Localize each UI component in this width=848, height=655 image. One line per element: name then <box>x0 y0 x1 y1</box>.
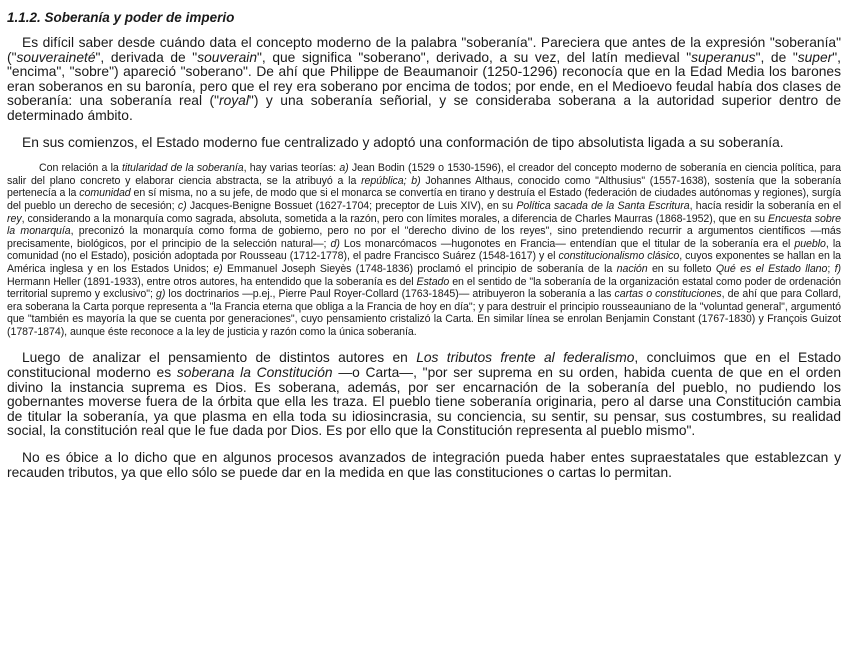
text-run: No es óbice a lo dicho que en algunos procesos avanzados de integración pueda haber entes supraestatales que establezcan y recauden tributos, ya que ello sólo se puede dar en la medida en que las constituciones o cartas lo permitan. <box>7 450 841 480</box>
italic-text: b) <box>411 174 421 187</box>
text-run: Johannes Althaus, conocido como "Althusius" (1557-1638), sostenía que la soberanía pertenecía a la <box>7 174 841 200</box>
text-run: Jean Bodin (1529 o 1530-1596), el creador del concepto moderno de soberanía en ciencia política, para salir del plano concreto y elaborar ciencia abstracta, se la atribuyó a la <box>7 162 842 187</box>
text-run: los doctrinarios —p.ej., Pierre Paul Royer-Collard (1763-1845)— atribuyeron la soberanía a las <box>165 288 615 301</box>
italic-text: Encuesta sobre la monarquía <box>7 212 841 238</box>
text-run: Con relación a la <box>39 162 122 175</box>
italic-text: soberana la Constitución <box>176 365 333 381</box>
text-run: , hacía residir la soberanía en el <box>689 199 842 212</box>
italic-text: comunidad <box>79 187 131 200</box>
italic-text: royal <box>219 93 249 109</box>
text-run: , hay varias teorías: <box>243 162 340 175</box>
text-run: Emmanuel Joseph Sieyès (1748-1836) proclamó el principio de soberanía de la <box>222 262 617 275</box>
text-run: Los monarcómacos —hugonotes en Francia— entendían que el titular de la soberanía era el <box>339 237 795 250</box>
text-run: , cuyos exponentes se hallan en la América inglesa y en los Estados Unidos; <box>7 250 841 275</box>
italic-text: titularidad de la soberanía <box>121 162 244 175</box>
italic-text: nación <box>616 262 648 275</box>
text-run: En sus comienzos, el Estado moderno fue centralizado y adoptó una conformación de tipo absolutista ligada a su soberanía. <box>22 134 784 150</box>
italic-text: f) <box>834 262 842 275</box>
italic-text: constitucionalismo clásico <box>558 250 680 263</box>
text-run: , de ahí que para Collard, era soberana la Carta porque representa a "la Francia eterna que obliga a la Francia de hoy en día"; y para destruir el principio rousseauniano de la "voluntad general", argumentó que "también es mayoría la que se cuenta por generaciones", cuyo pensamiento cristalizó la Carta. En similar línea se enrolan Benjamin Constant (1767-1830) y François Guizot (1787-1874), aunque éste reconoce a la ley de justicia y razón como la única soberanía. <box>7 288 842 338</box>
italic-text: rey <box>7 212 22 225</box>
italic-text: souverain <box>197 49 258 65</box>
text-run: ", de " <box>755 49 798 65</box>
text-run: en el sentido de "la soberanía de la organización estatal como poder de ordenación territorial supremo y exclusivo"; <box>7 275 841 301</box>
text-run: en sí misma, no a su jefe, de modo que si el monarca se convertía en tirano y destruía el Estado (federación de ciudades autónomas y regiones), surgía del pueblo un derecho de secesión; <box>7 187 841 212</box>
text-run: ", que significa "soberano", derivado, a su vez, del latín medieval " <box>257 49 692 65</box>
italic-text: e) <box>213 262 223 275</box>
text-run: Es difícil saber desde cuándo data el concepto moderno de la palabra "soberanía". Pareciera que antes de la expresión "soberanía" (" <box>7 35 841 65</box>
text-run: ", "encima", "sobre") apareció "soberano". De ahí que Philippe de Beaumanoir (1250-1296) reconocía que en la Edad Media los barones eran soberanos en su baronía, pero que el rey era soberano por encima de todos; por ende, en el Medioevo feudal había dos clases de soberanía: una soberanía real (" <box>7 49 841 109</box>
text-run: Luego de analizar el pensamiento de distintos autores en <box>22 350 417 366</box>
italic-text: pueblo <box>794 237 826 250</box>
italic-text: super <box>797 49 833 65</box>
body-paragraph <box>7 136 841 151</box>
text-run: en su folleto <box>647 262 716 275</box>
italic-text: superanus <box>691 49 756 65</box>
text-run: , la comunidad (no el Estado), posición adoptada por Rousseau (1712-1778), el padre Francisco Suárez (1548-1617) y el <box>7 237 841 263</box>
text-run: , considerando a la monarquía como sagrada, absoluta, sometida a la razón, pero con límites morales, a diferencia de Charles Maurras (1868-1952), que en su <box>21 212 768 225</box>
text-run: , preconizó la monarquía como forma de gobierno, pero no por el "derecho divino de los reyes", sino pretendiendo recurrir a argumentos científicos —más precisamente, biológicos, por el principio de la selección natural—; <box>7 225 841 250</box>
italic-text: a) <box>339 162 349 175</box>
text-run: ; <box>827 262 835 275</box>
text-run: Hermann Heller (1891-1933), entre otros autores, ha entendido que la soberanía es del <box>7 275 417 288</box>
text-run: ") y una soberanía señorial, y se consideraba soberana a la autoridad superior dentro de determinado ámbito. <box>7 93 841 123</box>
italic-text: d) <box>330 237 340 250</box>
italic-text: república; <box>361 174 407 187</box>
text-run: , concluimos que en el Estado constitucional moderno es <box>7 350 842 381</box>
italic-text: Política sacada de la Santa Escritura <box>516 199 690 212</box>
body-paragraph <box>7 451 841 480</box>
text-run: ", derivada de " <box>95 49 198 65</box>
body-paragraph <box>7 36 841 124</box>
italic-text: Los tributos frente al federalismo <box>416 350 635 366</box>
text-run: Jacques-Benigne Bossuet (1627-1704; preceptor de Luis XIV), en su <box>186 199 517 212</box>
section-heading: 1.1.2. Soberanía y poder de imperio <box>7 10 235 25</box>
italic-text: c) <box>177 199 187 212</box>
italic-text: Estado <box>416 275 450 288</box>
text-run: —o Carta—, "por ser suprema en su orden, habida cuenta de que en el orden divino la instancia suprema es Dios. Es soberana, además, por ser encarnación de la soberanía del pueblo, no pudiendo los gobernantes moverse fuera de la órbita que ella les traza. El pueblo tiene soberanía originaria, pero al darse una Constitución cambia de titular la soberanía, ya que plasma en ella toda su idiosincrasia, su conciencia, su sentir, su pensar, sus costumbres, su realidad social, la constitución real que le fue dada por Dios. Es por ello que la Constitución representa al pueblo mismo". <box>7 365 841 439</box>
italic-text: Qué es el Estado llano <box>715 262 828 275</box>
note-paragraph <box>7 162 841 338</box>
body-paragraph <box>7 351 841 439</box>
italic-text: souveraineté <box>16 49 96 65</box>
italic-text: g) <box>155 288 166 301</box>
italic-text: cartas o constituciones <box>614 288 722 301</box>
document-body <box>7 36 841 480</box>
